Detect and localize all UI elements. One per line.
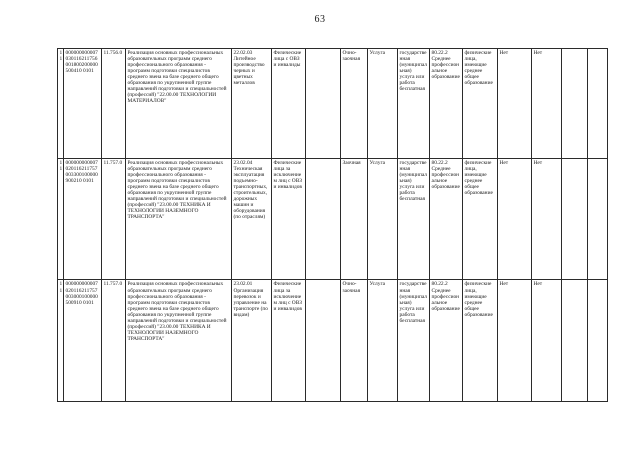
registry-code: 000000000007020116211757003000100000500910 0101 (64, 280, 102, 402)
registry-code: 000000000007020116211757003300100000900210 0101 (64, 158, 102, 280)
table-row (58, 158, 608, 280)
extra-cell-2 (588, 49, 608, 159)
flag-2: Нет (532, 49, 562, 159)
consumers: физические лица, имеющие среднее общее образование (463, 280, 498, 402)
page-number: 63 (314, 14, 326, 25)
extra-cell-1 (562, 158, 588, 280)
service-name: Реализация основных профессиональных образовательных программ среднего профессионального образования - программ подготовки специалистов среднего звена на базе среднего общего образования по укрупненной группе направлений подготовки и специальностей (профессий) "23.00.00 ТЕХНИКА И ТЕХНОЛОГИИ НАЗЕМНОГО ТРАНСПОРТА" (126, 158, 232, 280)
specialty: 22.02.03 Литейное производство черных и цветных металлов (232, 49, 272, 159)
consumer-category: Физические лица за исключением лиц с ОВЗ и инвалидов (272, 280, 306, 402)
payment-type: государственная (муниципальная) услуга или работа бесплатная (398, 49, 430, 159)
services-registry-table (57, 48, 608, 402)
service-type: Услуга (368, 280, 398, 402)
consumers: физические лица, имеющие среднее общее образование (463, 49, 498, 159)
extra-cell-1 (562, 280, 588, 402)
flag-1: Нет (498, 280, 532, 402)
study-form: Очно-заочная (341, 49, 368, 159)
flag-1: Нет (498, 158, 532, 280)
service-name: Реализация основных профессиональных образовательных программ среднего профессионального образования - программ подготовки специалистов среднего звена на базе среднего общего образования по укрупненной группе направлений подготовки и специальностей (профессий) "23.00.00 ТЕХНИКА И ТЕХНОЛОГИИ НАЗЕМНОГО ТРАНСПОРТА" (126, 280, 232, 402)
empty-cell (306, 49, 341, 159)
registry-code: 000000000007030116211756001800200000500410 0101 (64, 49, 102, 159)
flag-1: Нет (498, 49, 532, 159)
consumer-category: Физические лица с ОВЗ и инвалиды (272, 49, 306, 159)
extra-cell-1 (562, 49, 588, 159)
empty-cell (306, 158, 341, 280)
consumers: физические лица, имеющие среднее общее образование (463, 158, 498, 280)
row-number: 11 (58, 49, 64, 159)
flag-2: Нет (532, 158, 562, 280)
payment-type: государственная (муниципальная) услуга или работа бесплатная (398, 280, 430, 402)
row-number: 11 (58, 280, 64, 402)
study-form: Заочная (341, 158, 368, 280)
okved-code: 80.22.2 Среднее профессиональное образование (430, 158, 463, 280)
service-code: 11.757.0 (102, 280, 126, 402)
flag-2: Нет (532, 280, 562, 402)
table-row (58, 49, 608, 159)
table-row (58, 280, 608, 402)
row-number: 11 (58, 158, 64, 280)
okved-code: 80.22.2 Среднее профессиональное образование (430, 49, 463, 159)
service-type: Услуга (368, 49, 398, 159)
consumer-category: Физические лица за исключением лиц с ОВЗ и инвалидов (272, 158, 306, 280)
okved-code: 80.22.2 Среднее профессиональное образование (430, 280, 463, 402)
payment-type: государственная (муниципальная) услуга или работа бесплатная (398, 158, 430, 280)
extra-cell-2 (588, 158, 608, 280)
empty-cell (306, 280, 341, 402)
extra-cell-2 (588, 280, 608, 402)
study-form: Очно-заочная (341, 280, 368, 402)
service-name: Реализация основных профессиональных образовательных программ среднего профессионального образования - программ подготовки специалистов среднего звена на базе среднего общего образования по укрупненной группе направлений подготовки и специальностей (профессий) "22.00.00 ТЕХНОЛОГИИ МАТЕРИАЛОВ" (126, 49, 232, 159)
service-code: 11.756.0 (102, 49, 126, 159)
service-code: 11.757.0 (102, 158, 126, 280)
service-type: Услуга (368, 158, 398, 280)
specialty: 23.02.04 Техническая эксплуатация подъемно-транспортных, строительных, дорожных машин и оборудования (по отраслям) (232, 158, 272, 280)
specialty: 23.02.01 Организация перевозок и управление на транспорте (по видам) (232, 280, 272, 402)
